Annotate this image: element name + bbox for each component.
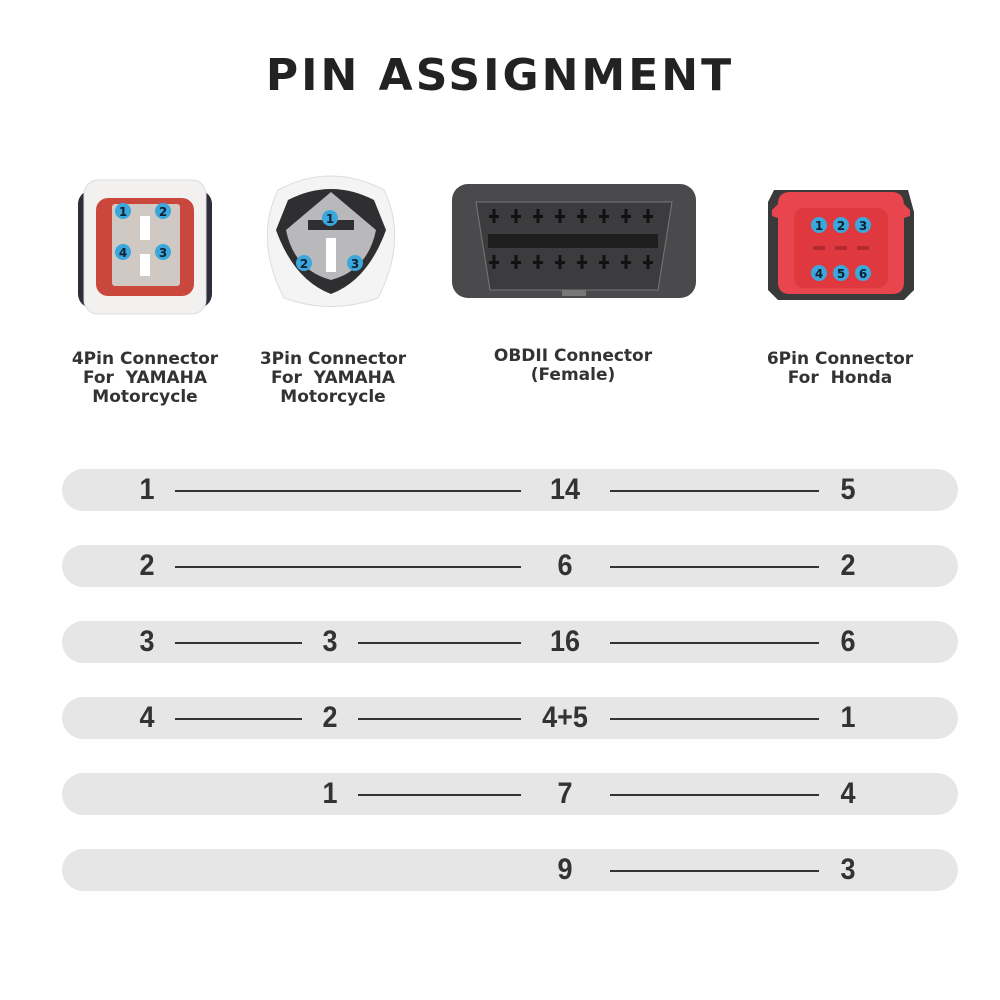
- connection-line: [610, 642, 819, 644]
- svg-text:4: 4: [118, 246, 128, 260]
- connection-line: [358, 642, 521, 644]
- svg-text:2: 2: [836, 219, 846, 233]
- connection-line: [358, 718, 521, 720]
- pin-number-pin6: 1: [840, 701, 856, 734]
- honda-6pin-connector-image: [768, 182, 914, 304]
- pin-number-pin3: [294, 545, 366, 587]
- pin-row: [62, 697, 958, 739]
- connector-caption-honda-6pin: 6Pin Connector For Honda: [766, 349, 914, 388]
- connection-line: [610, 718, 819, 720]
- pin-number-pin6: 6: [840, 625, 856, 658]
- pin-number-pin6: 4: [840, 777, 856, 810]
- svg-text:3: 3: [350, 257, 360, 271]
- svg-text:3: 3: [858, 219, 868, 233]
- connection-line: [175, 642, 302, 644]
- pin-row: [62, 469, 958, 511]
- pin-number-pin6: 2: [840, 549, 856, 582]
- connector-caption-yamaha-3pin: 3Pin Connector For YAMAHA Motorcycle: [259, 349, 407, 407]
- connector-caption-obdii: OBDII Connector (Female): [493, 346, 653, 385]
- pin-number-pin4: [111, 773, 183, 815]
- pin-row: [62, 849, 958, 891]
- connection-line: [610, 566, 819, 568]
- pin-number-pin4: 4: [139, 701, 155, 734]
- pin-number-pin3: 2: [322, 701, 338, 734]
- connection-line: [358, 794, 521, 796]
- pin-row: [62, 621, 958, 663]
- pin-number-pin3: 1: [322, 777, 338, 810]
- pin-number-pin3: 3: [322, 625, 338, 658]
- connector-caption-yamaha-4pin: 4Pin Connector For YAMAHA Motorcycle: [71, 349, 219, 407]
- pin-number-obd: 14: [549, 473, 581, 506]
- pin-row: [62, 545, 958, 587]
- connection-line: [610, 794, 819, 796]
- pin-number-obd: 6: [557, 549, 573, 582]
- svg-text:2: 2: [158, 205, 168, 219]
- svg-text:5: 5: [836, 267, 846, 281]
- pin-number-pin4: 1: [139, 473, 155, 506]
- page-title: PIN ASSIGNMENT: [265, 50, 735, 101]
- svg-text:3: 3: [158, 246, 168, 260]
- pin-number-pin4: [111, 849, 183, 891]
- connection-line: [175, 718, 302, 720]
- yamaha-3pin-connector-image: [258, 170, 404, 312]
- pin-number-obd: 16: [549, 625, 581, 658]
- svg-text:1: 1: [325, 212, 335, 226]
- pin-number-pin6: 5: [840, 473, 856, 506]
- connection-line: [610, 490, 819, 492]
- pin-number-obd: 4+5: [542, 701, 588, 734]
- pin-number-obd: 7: [557, 777, 573, 810]
- pin-number-pin4: 3: [139, 625, 155, 658]
- pin-number-pin4: 2: [139, 549, 155, 582]
- svg-text:2: 2: [299, 257, 309, 271]
- svg-text:4: 4: [814, 267, 824, 281]
- connection-line: [610, 870, 819, 872]
- svg-text:1: 1: [814, 219, 824, 233]
- pin-number-pin3: [294, 469, 366, 511]
- pin-number-obd: 9: [557, 853, 573, 886]
- svg-text:1: 1: [118, 205, 128, 219]
- pin-row: [62, 773, 958, 815]
- svg-text:6: 6: [858, 267, 868, 281]
- obdii-connector-image: [452, 184, 696, 300]
- pin-number-pin6: 3: [840, 853, 856, 886]
- pin-number-pin3: [294, 849, 366, 891]
- yamaha-4pin-connector-image: [78, 178, 212, 316]
